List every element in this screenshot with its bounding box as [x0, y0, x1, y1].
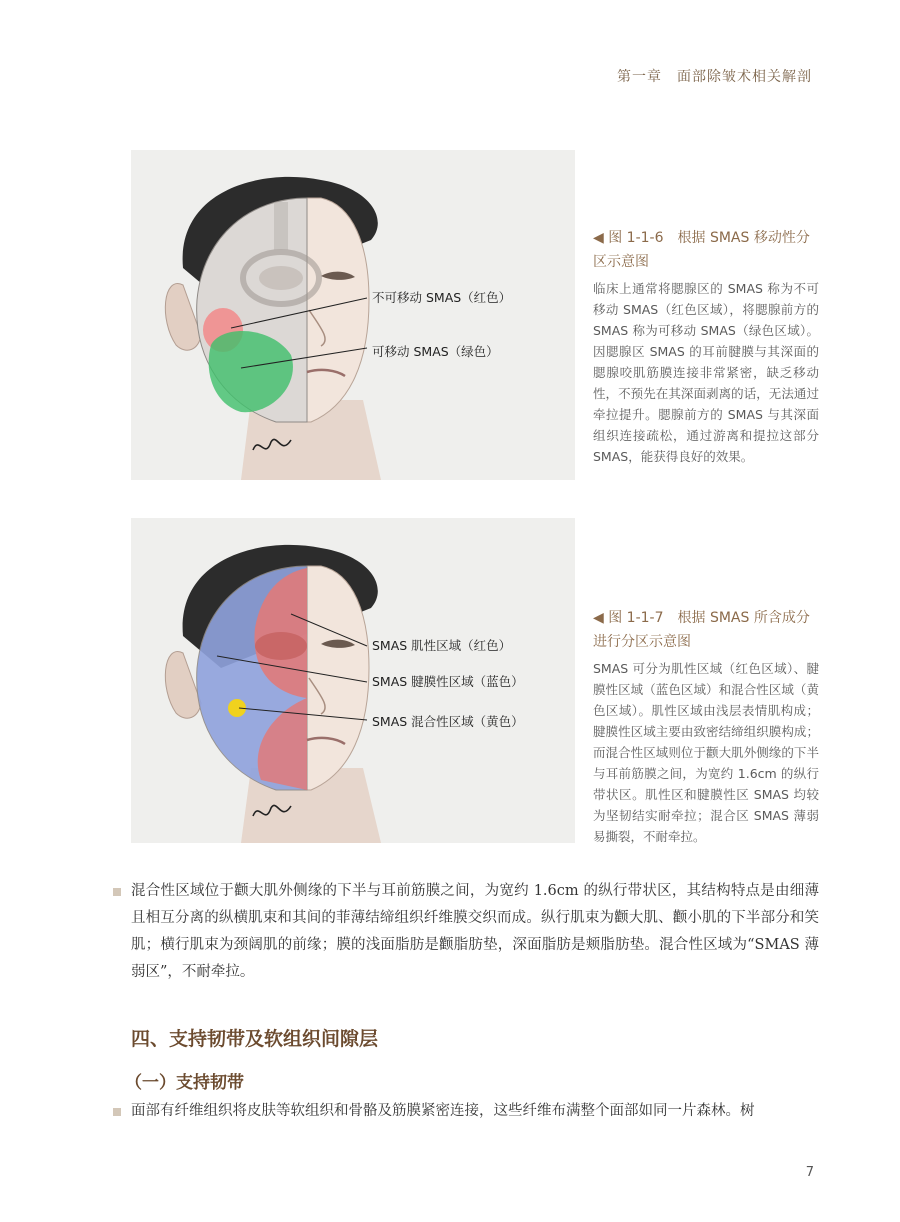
- figure1-caption: [593, 226, 819, 467]
- subsection-heading: （一）支持韧带: [125, 1073, 244, 1093]
- label-aponeurotic-smas: SMAS 腱膜性区域（蓝色）: [372, 674, 524, 689]
- figure1-caption-body: 临床上通常将腮腺区的 SMAS 称为不可移动 SMAS（红色区域），将腮腺前方的 SMAS 称为可移动 SMAS（绿色区域）。因腮腺区 SMAS 的耳前腱膜与其深面的腮腺咬肌筋膜连接非常紧密，缺乏移动性，不预先在其深面剥离的话，无法通过牵拉提升。腮腺前方的 SMAS 与其深面组织连接疏松，通过游离和提拉这部分 SMAS，能获得良好的效果。: [593, 281, 819, 464]
- running-head: 第一章 面部除皱术相关解剖: [617, 69, 812, 85]
- bullet-marker: [113, 888, 121, 896]
- bullet-marker: [113, 1108, 121, 1116]
- paragraph-mixed-zone: 混合性区域位于颧大肌外侧缘的下半与耳前筋膜之间，为宽约 1.6cm 的纵行带状区，其结构特点是由细薄且相互分离的纵横肌束和其间的菲薄结缔组织纤维膜交织而成。纵行肌束为颧大肌、颧小肌的下半部分和笑肌；横行肌束为颈阔肌的前缘；膜的浅面脂肪是颧脂肪垫，深面脂肪是颊脂肪垫。混合性区域为“SMAS 薄弱区”，不耐牵拉。: [131, 883, 819, 980]
- figure2-caption: [593, 606, 819, 847]
- label-fixed-smas: 不可移动 SMAS（红色）: [372, 290, 512, 305]
- label-mobile-smas: 可移动 SMAS（绿色）: [372, 344, 499, 359]
- figure1-caption-title: ◀ 图 1-1-6 根据 SMAS 移动性分区示意图: [593, 230, 810, 270]
- figure-smas-components: [131, 518, 575, 843]
- section-heading: 四、支持韧带及软组织间隙层: [131, 1028, 379, 1050]
- figure2-caption-title: ◀ 图 1-1-7 根据 SMAS 所含成分进行分区示意图: [593, 610, 810, 650]
- paragraph-ligaments: 面部有纤维组织将皮肤等软组织和骨骼及筋膜紧密连接，这些纤维布满整个面部如同一片森林。树: [131, 1103, 755, 1119]
- label-muscular-smas: SMAS 肌性区域（红色）: [372, 638, 512, 653]
- label-mixed-smas: SMAS 混合性区域（黄色）: [372, 714, 524, 729]
- figure-smas-mobility: [131, 150, 575, 480]
- page-number: 7: [805, 1165, 814, 1180]
- figure2-caption-body: SMAS 可分为肌性区域（红色区域）、腱膜性区域（蓝色区域）和混合性区域（黄色区域）。肌性区域由浅层表情肌构成；腱膜性区域主要由致密结缔组织膜构成；而混合性区域则位于颧大肌外侧缘的下半与耳前筋膜之间，为宽约 1.6cm 的纵行带状区。肌性区和腱膜性区 SMAS 均较为坚韧结实耐牵拉；混合区 SMAS 薄弱易撕裂，不耐牵拉。: [593, 661, 819, 844]
